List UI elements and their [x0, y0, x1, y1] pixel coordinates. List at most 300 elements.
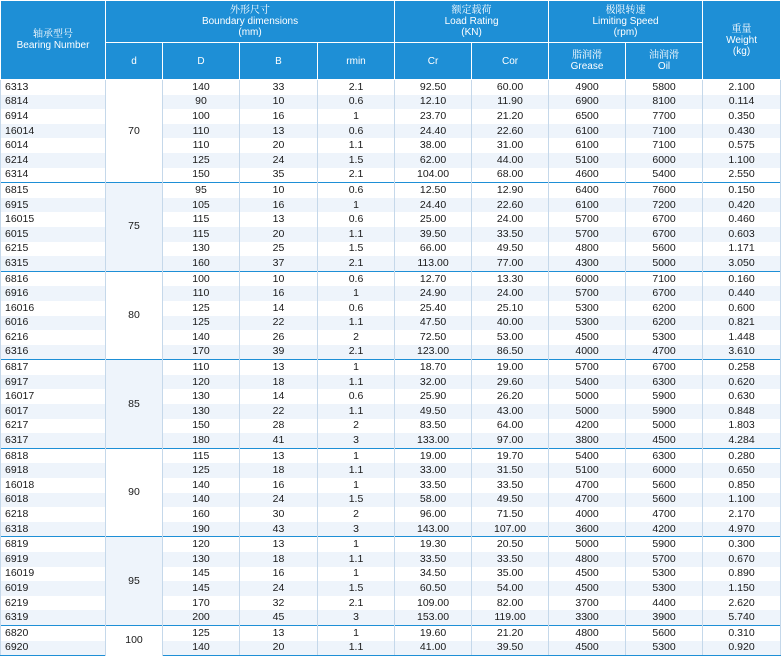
limiting-speed-header-en: Limiting Speed: [592, 16, 659, 27]
outer-d-cell: 110: [163, 286, 240, 301]
grease-speed-cell: 6400: [549, 183, 626, 198]
cor-cell: 64.00: [472, 419, 549, 434]
bearing-number-cell: 6318: [1, 522, 106, 537]
grease-speed-cell: 3600: [549, 522, 626, 537]
grease-header-zh: 脂润滑: [572, 50, 603, 61]
outer-d-cell: 150: [163, 419, 240, 434]
outer-d-cell: 140: [163, 330, 240, 345]
outer-d-cell: 150: [163, 168, 240, 183]
weight-cell: 1.100: [703, 153, 781, 168]
cr-cell: 60.50: [395, 581, 472, 596]
b-cell: 22: [240, 316, 318, 331]
cor-cell: 22.60: [472, 124, 549, 139]
outer-d-cell: 125: [163, 316, 240, 331]
b-cell: 13: [240, 124, 318, 139]
bearing-number-cell: 6314: [1, 168, 106, 183]
b-cell: 30: [240, 507, 318, 522]
rmin-cell: 2.1: [318, 168, 395, 183]
grease-speed-cell: 5100: [549, 463, 626, 478]
bearing-number-cell: 6914: [1, 109, 106, 124]
cr-cell: 123.00: [395, 345, 472, 360]
rmin-cell: 3: [318, 610, 395, 625]
table-row: [1, 625, 781, 640]
bearing-number-cell: 6920: [1, 641, 106, 656]
bore-d-cell: 100: [106, 625, 163, 655]
cr-cell: 25.90: [395, 389, 472, 404]
grease-speed-cell: 4800: [549, 552, 626, 567]
cor-cell: 21.20: [472, 625, 549, 640]
d-header: d: [106, 43, 163, 80]
b-cell: 20: [240, 138, 318, 153]
cr-cell: 24.40: [395, 198, 472, 213]
bearing-number-cell: 16016: [1, 301, 106, 316]
b-cell: 10: [240, 95, 318, 110]
outer-d-cell: 125: [163, 301, 240, 316]
rmin-cell: 0.6: [318, 301, 395, 316]
oil-speed-cell: 5600: [626, 493, 703, 508]
grease-speed-cell: 6100: [549, 124, 626, 139]
cor-cell: 19.70: [472, 448, 549, 463]
weight-cell: 0.630: [703, 389, 781, 404]
cor-cell: 24.00: [472, 212, 549, 227]
grease-speed-cell: 3300: [549, 610, 626, 625]
grease-speed-cell: 5100: [549, 153, 626, 168]
b-cell: 13: [240, 448, 318, 463]
bearing-number-cell: 16017: [1, 389, 106, 404]
rmin-cell: 3: [318, 522, 395, 537]
outer-d-cell: 100: [163, 271, 240, 286]
table-row: [1, 448, 781, 463]
oil-speed-cell: 6200: [626, 301, 703, 316]
outer-d-cell: 170: [163, 596, 240, 611]
bearing-number-cell: 6819: [1, 537, 106, 552]
grease-header: [549, 43, 626, 80]
cor-cell: 68.00: [472, 168, 549, 183]
b-cell: 32: [240, 596, 318, 611]
bearing-number-cell: 6214: [1, 153, 106, 168]
bearing-number-cell: 16018: [1, 478, 106, 493]
limiting-speed-header: [549, 1, 703, 43]
rmin-cell: 0.6: [318, 389, 395, 404]
load-rating-header-en: Load Rating: [444, 16, 499, 27]
cr-cell: 25.00: [395, 212, 472, 227]
weight-cell: 0.150: [703, 183, 781, 198]
weight-cell: 5.740: [703, 610, 781, 625]
rmin-cell: 1.1: [318, 641, 395, 656]
b-cell: 28: [240, 419, 318, 434]
outer-d-cell: 140: [163, 641, 240, 656]
limiting-speed-header-zh: 极限转速: [605, 5, 646, 16]
boundary-dimensions-header-en: Boundary dimensions: [201, 16, 299, 27]
grease-speed-cell: 6500: [549, 109, 626, 124]
b-cell: 13: [240, 360, 318, 375]
b-cell: 14: [240, 389, 318, 404]
outer-d-cell: 100: [163, 109, 240, 124]
outer-d-cell: 110: [163, 138, 240, 153]
weight-header-unit: (kg): [732, 45, 751, 57]
cr-cell: 143.00: [395, 522, 472, 537]
oil-speed-cell: 7100: [626, 124, 703, 139]
rmin-cell: 0.6: [318, 124, 395, 139]
weight-cell: 4.970: [703, 522, 781, 537]
bore-d-cell: 85: [106, 360, 163, 449]
cr-cell: 62.00: [395, 153, 472, 168]
bearing-number-cell: 6820: [1, 625, 106, 640]
weight-cell: 0.670: [703, 552, 781, 567]
cr-cell: 109.00: [395, 596, 472, 611]
bearing-number-cell: 6315: [1, 256, 106, 271]
b-cell: 25: [240, 242, 318, 257]
grease-speed-cell: 4600: [549, 168, 626, 183]
grease-speed-cell: 4500: [549, 330, 626, 345]
cr-cell: 19.60: [395, 625, 472, 640]
outer-d-cell: 145: [163, 581, 240, 596]
cr-cell: 41.00: [395, 641, 472, 656]
grease-speed-cell: 4800: [549, 625, 626, 640]
cor-header: Cor: [472, 43, 549, 80]
weight-cell: 0.258: [703, 360, 781, 375]
grease-speed-cell: 4500: [549, 567, 626, 582]
oil-header-zh: 油润滑: [649, 50, 680, 61]
cr-cell: 33.50: [395, 552, 472, 567]
weight-cell: 0.620: [703, 375, 781, 390]
grease-speed-cell: 5400: [549, 375, 626, 390]
b-cell: 33: [240, 80, 318, 95]
grease-speed-cell: 6100: [549, 138, 626, 153]
bore-d-cell: 70: [106, 80, 163, 183]
outer-d-header: D: [163, 43, 240, 80]
outer-d-cell: 130: [163, 404, 240, 419]
oil-speed-cell: 5300: [626, 641, 703, 656]
cor-cell: 21.20: [472, 109, 549, 124]
b-cell: 16: [240, 478, 318, 493]
cor-cell: 29.60: [472, 375, 549, 390]
outer-d-cell: 140: [163, 478, 240, 493]
bearing-number-cell: 6817: [1, 360, 106, 375]
b-cell: 20: [240, 641, 318, 656]
cr-cell: 58.00: [395, 493, 472, 508]
weight-cell: 0.350: [703, 109, 781, 124]
b-cell: 16: [240, 198, 318, 213]
oil-speed-cell: 5600: [626, 242, 703, 257]
oil-speed-cell: 5400: [626, 168, 703, 183]
bearing-number-cell: 6915: [1, 198, 106, 213]
rmin-cell: 2.1: [318, 80, 395, 95]
outer-d-cell: 160: [163, 507, 240, 522]
oil-speed-cell: 3900: [626, 610, 703, 625]
bearing-number-cell: 6818: [1, 448, 106, 463]
weight-header-zh: 重量: [731, 23, 752, 35]
grease-speed-cell: 3700: [549, 596, 626, 611]
cr-cell: 47.50: [395, 316, 472, 331]
cr-cell: 24.90: [395, 286, 472, 301]
oil-speed-cell: 5000: [626, 419, 703, 434]
weight-cell: 1.150: [703, 581, 781, 596]
cor-cell: 49.50: [472, 493, 549, 508]
rmin-cell: 2.1: [318, 596, 395, 611]
cr-cell: 33.00: [395, 463, 472, 478]
grease-speed-cell: 5000: [549, 389, 626, 404]
grease-speed-cell: 4700: [549, 478, 626, 493]
grease-speed-cell: 5700: [549, 212, 626, 227]
weight-cell: 3.050: [703, 256, 781, 271]
weight-cell: 4.284: [703, 433, 781, 448]
cor-cell: 31.50: [472, 463, 549, 478]
outer-d-cell: 130: [163, 552, 240, 567]
rmin-cell: 2.1: [318, 256, 395, 271]
cr-cell: 32.00: [395, 375, 472, 390]
bearing-number-cell: 6218: [1, 507, 106, 522]
rmin-cell: 1: [318, 625, 395, 640]
cor-cell: 119.00: [472, 610, 549, 625]
rmin-cell: 0.6: [318, 212, 395, 227]
oil-speed-cell: 6000: [626, 463, 703, 478]
cor-cell: 20.50: [472, 537, 549, 552]
oil-speed-cell: 6200: [626, 316, 703, 331]
bearing-number-cell: 6014: [1, 138, 106, 153]
rmin-cell: 0.6: [318, 271, 395, 286]
grease-speed-cell: 5400: [549, 448, 626, 463]
cor-cell: 40.00: [472, 316, 549, 331]
boundary-dimensions-header-zh: 外形尺寸: [230, 5, 271, 16]
oil-speed-cell: 5900: [626, 389, 703, 404]
weight-cell: 1.100: [703, 493, 781, 508]
cr-cell: 49.50: [395, 404, 472, 419]
cr-cell: 153.00: [395, 610, 472, 625]
cor-cell: 53.00: [472, 330, 549, 345]
outer-d-cell: 170: [163, 345, 240, 360]
cor-cell: 86.50: [472, 345, 549, 360]
rmin-cell: 1.1: [318, 138, 395, 153]
cr-header: Cr: [395, 43, 472, 80]
cor-cell: 22.60: [472, 198, 549, 213]
grease-speed-cell: 5300: [549, 301, 626, 316]
weight-cell: 0.603: [703, 227, 781, 242]
oil-speed-cell: 5300: [626, 330, 703, 345]
b-cell: 16: [240, 286, 318, 301]
oil-header: [626, 43, 703, 80]
bearing-number-cell: 6219: [1, 596, 106, 611]
b-cell: 14: [240, 301, 318, 316]
bearing-number-header: [1, 1, 106, 80]
grease-speed-cell: 5700: [549, 286, 626, 301]
grease-speed-cell: 6900: [549, 95, 626, 110]
bearing-number-header-en: Bearing Number: [16, 40, 90, 51]
oil-speed-cell: 7200: [626, 198, 703, 213]
cr-cell: 133.00: [395, 433, 472, 448]
outer-d-cell: 120: [163, 375, 240, 390]
b-cell: 45: [240, 610, 318, 625]
cr-cell: 104.00: [395, 168, 472, 183]
cor-cell: 43.00: [472, 404, 549, 419]
grease-speed-cell: 4500: [549, 641, 626, 656]
table-row: [1, 80, 781, 95]
cr-cell: 33.50: [395, 478, 472, 493]
bearing-number-cell: 6815: [1, 183, 106, 198]
cor-cell: 54.00: [472, 581, 549, 596]
outer-d-cell: 105: [163, 198, 240, 213]
rmin-cell: 1.1: [318, 463, 395, 478]
bearing-number-cell: 6313: [1, 80, 106, 95]
cr-cell: 39.50: [395, 227, 472, 242]
bore-d-cell: 90: [106, 448, 163, 537]
bore-d-cell: 75: [106, 183, 163, 272]
grease-speed-cell: 5000: [549, 404, 626, 419]
rmin-cell: 1.1: [318, 375, 395, 390]
b-cell: 13: [240, 537, 318, 552]
oil-speed-cell: 5000: [626, 256, 703, 271]
cr-cell: 38.00: [395, 138, 472, 153]
cor-cell: 33.50: [472, 227, 549, 242]
cor-cell: 77.00: [472, 256, 549, 271]
grease-speed-cell: 5300: [549, 316, 626, 331]
rmin-cell: 2.1: [318, 345, 395, 360]
bearing-number-cell: 16015: [1, 212, 106, 227]
cor-cell: 25.10: [472, 301, 549, 316]
bore-d-cell: 95: [106, 537, 163, 626]
rmin-cell: 1.5: [318, 581, 395, 596]
weight-cell: 0.310: [703, 625, 781, 640]
b-cell: 24: [240, 493, 318, 508]
limiting-speed-header-unit: (rpm): [613, 27, 638, 38]
cor-cell: 12.90: [472, 183, 549, 198]
b-cell: 37: [240, 256, 318, 271]
oil-speed-cell: 7100: [626, 271, 703, 286]
weight-cell: 2.620: [703, 596, 781, 611]
b-cell: 43: [240, 522, 318, 537]
oil-speed-cell: 7700: [626, 109, 703, 124]
b-cell: 41: [240, 433, 318, 448]
cor-cell: 49.50: [472, 242, 549, 257]
boundary-dimensions-header-unit: (mm): [238, 27, 262, 38]
weight-cell: 0.440: [703, 286, 781, 301]
weight-cell: 2.550: [703, 168, 781, 183]
cor-cell: 97.00: [472, 433, 549, 448]
weight-cell: 2.170: [703, 507, 781, 522]
bearing-number-cell: 6919: [1, 552, 106, 567]
outer-d-cell: 125: [163, 625, 240, 640]
grease-speed-cell: 4500: [549, 581, 626, 596]
weight-cell: 0.600: [703, 301, 781, 316]
weight-cell: 0.114: [703, 95, 781, 110]
rmin-cell: 1.1: [318, 552, 395, 567]
cor-cell: 13.30: [472, 271, 549, 286]
rmin-cell: 1: [318, 478, 395, 493]
oil-speed-cell: 5700: [626, 552, 703, 567]
rmin-cell: 1.5: [318, 493, 395, 508]
outer-d-cell: 130: [163, 389, 240, 404]
outer-d-cell: 110: [163, 360, 240, 375]
weight-cell: 1.171: [703, 242, 781, 257]
b-cell: 24: [240, 153, 318, 168]
cr-cell: 25.40: [395, 301, 472, 316]
bearing-number-header-zh: 轴承型号: [33, 29, 73, 40]
weight-cell: 0.850: [703, 478, 781, 493]
bearing-number-cell: 6016: [1, 316, 106, 331]
bearing-number-cell: 16019: [1, 567, 106, 582]
weight-cell: 0.890: [703, 567, 781, 582]
b-cell: 18: [240, 375, 318, 390]
grease-speed-cell: 4000: [549, 507, 626, 522]
b-cell: 26: [240, 330, 318, 345]
oil-speed-cell: 4200: [626, 522, 703, 537]
bearing-number-cell: 6316: [1, 345, 106, 360]
weight-cell: 0.848: [703, 404, 781, 419]
weight-cell: 0.821: [703, 316, 781, 331]
outer-d-cell: 190: [163, 522, 240, 537]
cor-cell: 60.00: [472, 80, 549, 95]
weight-cell: 0.280: [703, 448, 781, 463]
b-cell: 10: [240, 271, 318, 286]
oil-speed-cell: 6700: [626, 360, 703, 375]
outer-d-cell: 140: [163, 493, 240, 508]
grease-speed-cell: 5700: [549, 227, 626, 242]
b-header: B: [240, 43, 318, 80]
outer-d-cell: 120: [163, 537, 240, 552]
bearing-number-cell: 6917: [1, 375, 106, 390]
cr-cell: 66.00: [395, 242, 472, 257]
grease-speed-cell: 5700: [549, 360, 626, 375]
cor-cell: 39.50: [472, 641, 549, 656]
outer-d-cell: 95: [163, 183, 240, 198]
b-cell: 24: [240, 581, 318, 596]
grease-speed-cell: 5000: [549, 537, 626, 552]
bearing-number-cell: 6916: [1, 286, 106, 301]
rmin-cell: 2: [318, 507, 395, 522]
oil-speed-cell: 5600: [626, 478, 703, 493]
outer-d-cell: 130: [163, 242, 240, 257]
b-cell: 10: [240, 183, 318, 198]
weight-cell: 3.610: [703, 345, 781, 360]
weight-cell: 0.650: [703, 463, 781, 478]
bearing-number-cell: 6216: [1, 330, 106, 345]
cor-cell: 35.00: [472, 567, 549, 582]
rmin-cell: 1: [318, 109, 395, 124]
weight-cell: 2.100: [703, 80, 781, 95]
rmin-cell: 3: [318, 433, 395, 448]
bearing-number-cell: 6017: [1, 404, 106, 419]
bearing-number-cell: 6018: [1, 493, 106, 508]
bearing-number-cell: 6317: [1, 433, 106, 448]
weight-cell: 1.448: [703, 330, 781, 345]
bearing-number-cell: 6814: [1, 95, 106, 110]
cor-cell: 44.00: [472, 153, 549, 168]
cr-cell: 72.50: [395, 330, 472, 345]
outer-d-cell: 180: [163, 433, 240, 448]
cor-cell: 82.00: [472, 596, 549, 611]
bearing-number-cell: 6217: [1, 419, 106, 434]
outer-d-cell: 160: [163, 256, 240, 271]
cr-cell: 113.00: [395, 256, 472, 271]
grease-speed-cell: 4700: [549, 493, 626, 508]
grease-speed-cell: 4300: [549, 256, 626, 271]
cr-cell: 34.50: [395, 567, 472, 582]
weight-cell: 0.460: [703, 212, 781, 227]
rmin-cell: 0.6: [318, 95, 395, 110]
cor-cell: 24.00: [472, 286, 549, 301]
rmin-cell: 1.1: [318, 404, 395, 419]
oil-speed-cell: 4500: [626, 433, 703, 448]
rmin-cell: 1.1: [318, 316, 395, 331]
grease-speed-cell: 4900: [549, 80, 626, 95]
rmin-cell: 1: [318, 198, 395, 213]
cr-cell: 19.00: [395, 448, 472, 463]
b-cell: 18: [240, 552, 318, 567]
outer-d-cell: 115: [163, 212, 240, 227]
table-row: [1, 271, 781, 286]
rmin-cell: 1: [318, 360, 395, 375]
grease-speed-cell: 4200: [549, 419, 626, 434]
